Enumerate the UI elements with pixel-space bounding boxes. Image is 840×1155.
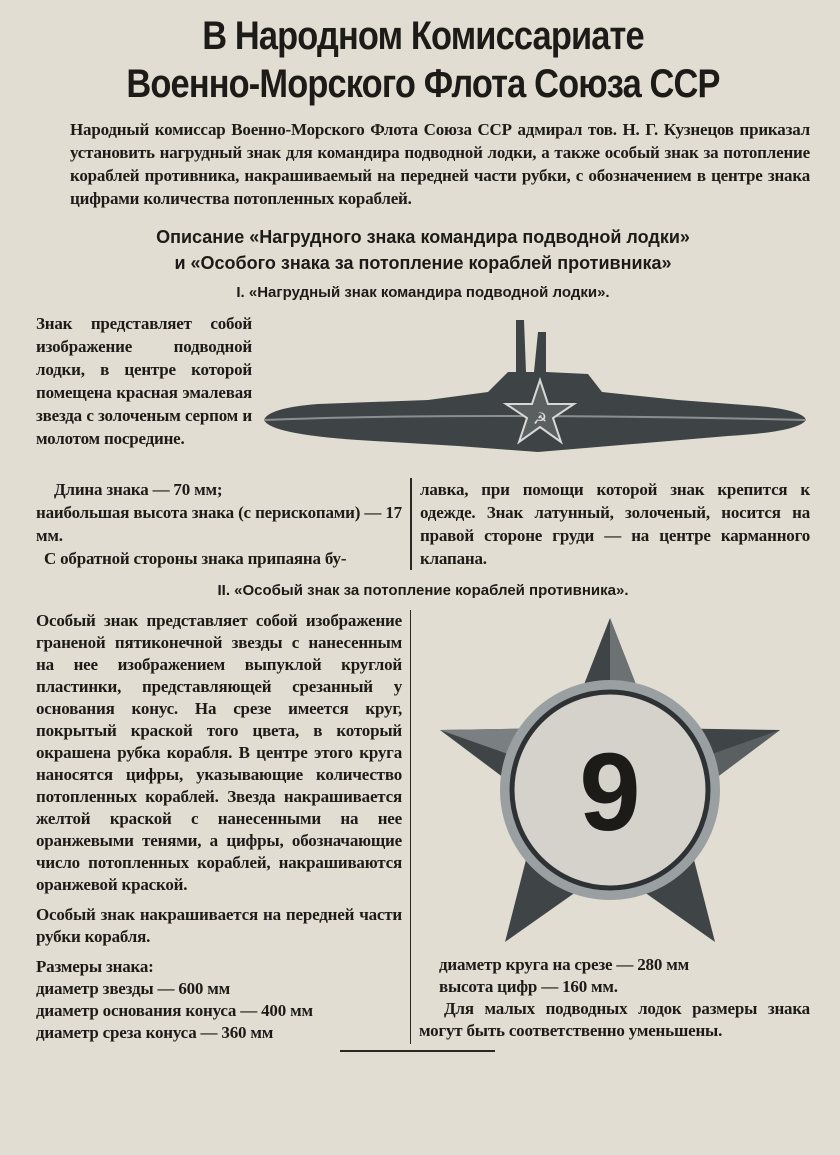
description-heading-2: и «Особого знака за потопление кораблей противника»: [174, 253, 672, 273]
size-digits: высота цифр — 160 мм.: [439, 977, 618, 996]
placement-text: Особый знак накрашивается на передней части рубки корабля.: [36, 905, 402, 946]
star-number: 9: [579, 731, 641, 854]
description-heading-1: Описание «Нагрудного знака командира подводной лодки»: [156, 227, 690, 247]
size-star: диаметр звезды — 600 мм: [36, 979, 231, 998]
sizes-block: [36, 956, 402, 1044]
sizes-right: [419, 954, 810, 998]
section1-bottom-row: [36, 478, 810, 570]
section2-heading: II. «Особый знак за потопление кораблей противника».: [217, 582, 629, 599]
size-circle: диаметр круга на срезе — 280 мм: [439, 955, 689, 974]
section1-heading: I. «Нагрудный знак командира подводной лодки».: [236, 284, 610, 301]
height-text: наибольшая высота знака (с перископами) — 17 мм.: [36, 503, 402, 545]
sizes-label: Размеры знака:: [36, 957, 154, 976]
section1-text: Знак представляет собой изображение подводной лодки, в центре которой помещена красная эмалевая звезда с золоченым серпом и молотом посредине.: [36, 314, 252, 448]
section2-row: [36, 610, 810, 1044]
column-divider: [410, 478, 412, 570]
length-text: Длина знака — 70 мм;: [54, 480, 223, 499]
section1-dimensions: [36, 478, 402, 570]
section1-back-continued: лавка, при помощи которой знак крепится к одежде. Знак латунный, золоченый, носится на правой стороне груди — на центре карманного клапана.: [420, 480, 810, 568]
section2-text: Особый знак представляет собой изображение граненой пятиконечной звезды с нанесенным на нее изображением выпуклой круглой пластинки, представляющей срезанный у основания конус. На срезе имеется круг, покрытый краской того цвета, в который окрашена рубка корабля. В центре этого круга наносятся цифры, указывающие количество потопленных кораблей. Звезда накрашивается желтой краской с нанесенными на нее оранжевыми тенями, а цифры, обозначающие число потопленных кораблей, накрашиваются оранжевой краской.: [36, 611, 402, 894]
size-cone-base: диаметр основания конуса — 400 мм: [36, 1001, 313, 1020]
headline-line-1: В Народном Комиссариате: [202, 14, 644, 58]
section2-right-column: [419, 610, 810, 1042]
star-badge-image: [425, 610, 795, 950]
intro-paragraph: Народный комиссар Военно-Морского Флота Союза ССР адмирал тов. Н. Г. Кузнецов приказал установить нагрудный знак для командира подводной лодки, а также особый знак за потопление кораблей противника, накрашиваемый на передней части рубки, с обозначением в центре знака цифрами количества потопленных кораблей.: [70, 120, 810, 208]
headline-line-2: Военно-Морского Флота Союза ССР: [126, 62, 720, 106]
section2-left-column: [36, 610, 402, 1044]
back-text: С обратной стороны знака припаяна бу-: [44, 549, 347, 568]
svg-text:☭: ☭: [532, 411, 548, 428]
size-cone-cut: диаметр среза конуса — 360 мм: [36, 1023, 274, 1042]
small-boats-text: Для малых подводных лодок размеры знака могут быть соответственно уменьшены.: [419, 999, 810, 1040]
section1-row: [36, 312, 810, 472]
submarine-badge-image: [258, 312, 810, 472]
column-divider-2: [410, 610, 411, 1044]
end-rule: [340, 1050, 495, 1052]
